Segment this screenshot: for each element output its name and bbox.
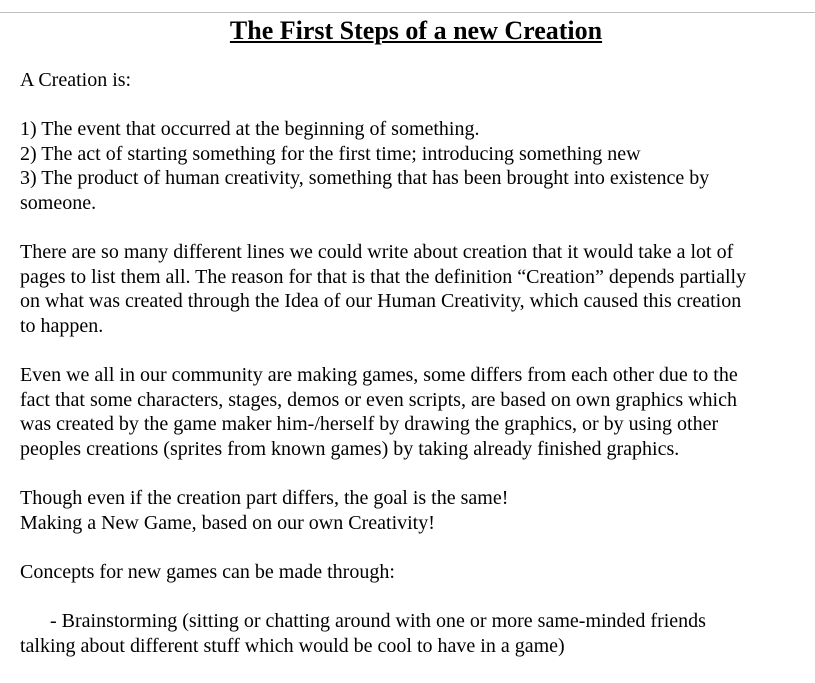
paragraph-line: was created by the game maker him-/herself by drawing the graphics, or by using other: [20, 413, 719, 436]
paragraph-creation-definition: [20, 240, 800, 338]
definition-item-1: 1) The event that occurred at the beginning of something.: [20, 118, 480, 141]
paragraph-line: Though even if the creation part differs, the goal is the same!: [20, 487, 509, 510]
paragraph-line: Making a New Game, based on our own Creativity!: [20, 511, 435, 534]
paragraph-line: on what was created through the Idea of our Human Creativity, which caused this creation: [20, 290, 742, 313]
definitions-list: [20, 117, 800, 215]
paragraph-line: to happen.: [20, 314, 104, 337]
page-top-border: [0, 12, 815, 13]
paragraph-line: pages to list them all. The reason for that is that the definition “Creation” depends partially: [20, 265, 747, 288]
definition-item-3: 3) The product of human creativity, something that has been brought into existence by: [20, 167, 710, 190]
bullet-line: - Brainstorming (sitting or chatting around with one or more same-minded friends: [50, 610, 706, 633]
definition-item-3-continued: someone.: [20, 191, 97, 214]
bullet-line: talking about different stuff which would be cool to have in a game): [20, 634, 565, 657]
intro-text: A Creation is:: [20, 69, 132, 91]
definition-item-2: 2) The act of starting something for the first time; introducing something new: [20, 142, 641, 165]
document-page: [20, 14, 800, 683]
paragraph-line: fact that some characters, stages, demos or even scripts, are based on own graphics which: [20, 388, 737, 411]
paragraph-line: peoples creations (sprites from known games) by taking already finished graphics.: [20, 437, 680, 460]
paragraph-community-games: [20, 363, 800, 461]
paragraph-goal: [20, 486, 800, 535]
paragraph-line: Even we all in our community are making games, some differs from each other due to the: [20, 364, 738, 387]
paragraph-line: There are so many different lines we could write about creation that it would take a lot of: [20, 241, 734, 264]
document-title: The First Steps of a new Creation: [229, 16, 603, 45]
concepts-intro: Concepts for new games can be made through:: [20, 560, 395, 583]
bullet-brainstorming: [20, 609, 800, 658]
